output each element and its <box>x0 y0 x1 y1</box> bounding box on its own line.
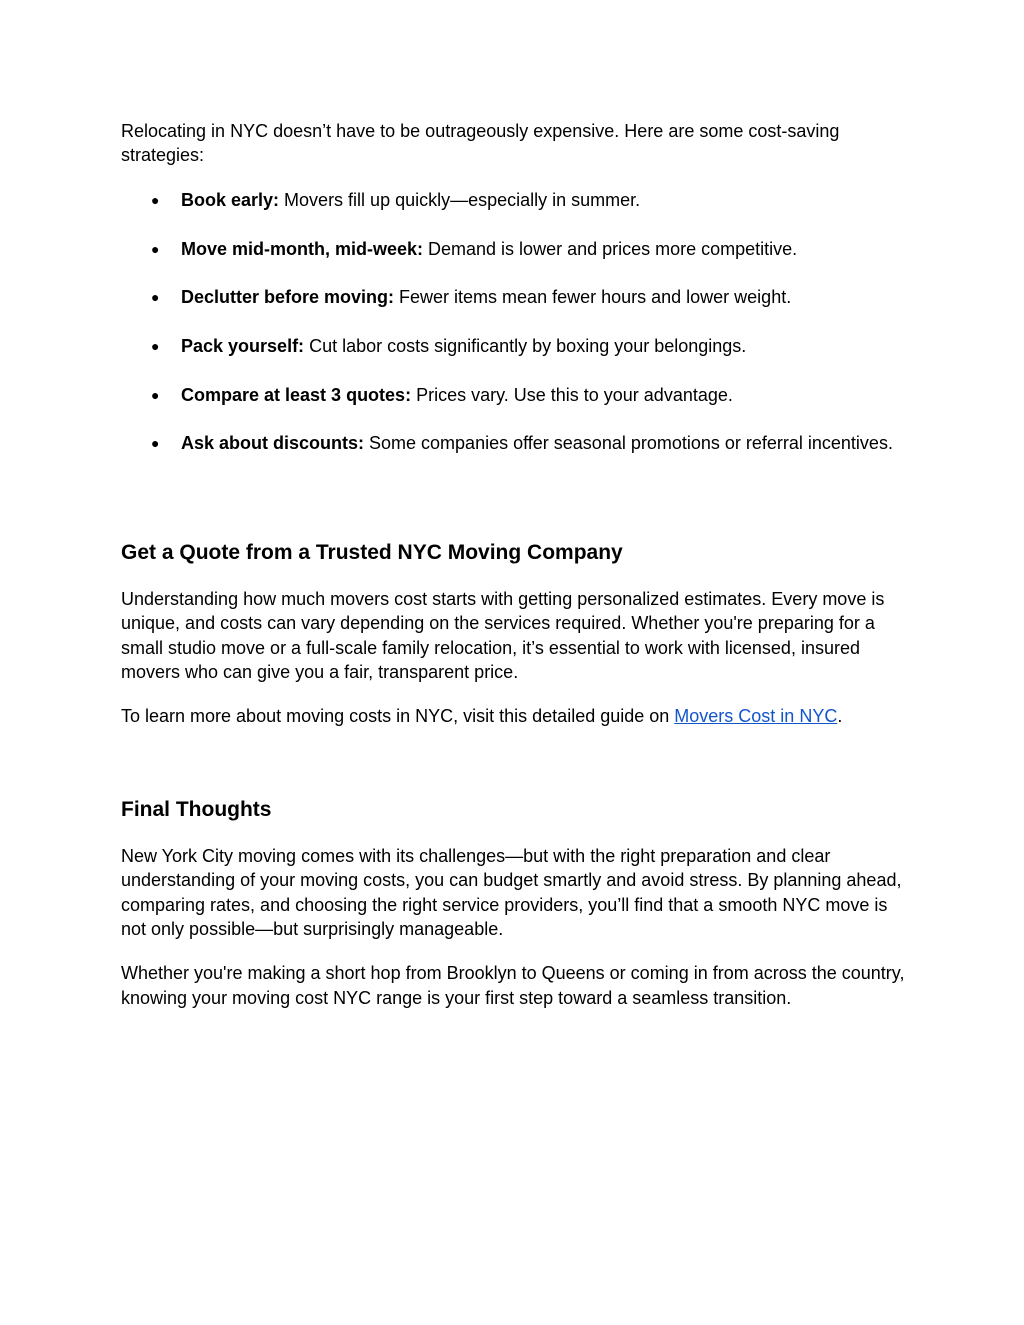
tip-text: Prices vary. Use this to your advantage. <box>411 384 733 405</box>
list-item <box>121 237 911 261</box>
tip-text: Cut labor costs significantly by boxing your belongings. <box>304 335 747 356</box>
list-item <box>121 285 911 309</box>
tip-title: Ask about discounts: <box>181 433 365 454</box>
tip-title: Compare at least 3 quotes: <box>181 384 412 405</box>
intro-paragraph: Relocating in NYC doesn’t have to be outrageously expensive. Here are some cost-saving strategies: <box>121 121 840 166</box>
tip-text: Demand is lower and prices more competitive. <box>423 238 798 259</box>
list-item <box>121 383 911 407</box>
tip-title: Declutter before moving: <box>181 287 395 308</box>
quote-section-paragraph: Understanding how much movers cost starts with getting personalized estimates. Every move is unique, and costs can vary depending on the services required. Whether you're preparing for a small studio move or a full-scale family relocation, it’s essential to work with licensed, insured movers who can give you a fair, transparent price. <box>121 588 885 682</box>
link-suffix-text: . <box>837 706 843 727</box>
tip-text: Some companies offer seasonal promotions or referral incentives. <box>364 433 893 454</box>
tip-title: Pack yourself: <box>181 335 305 356</box>
guide-link-paragraph <box>121 704 911 728</box>
list-item <box>121 431 911 455</box>
quote-section-heading: Get a Quote from a Trusted NYC Moving Company <box>121 540 623 564</box>
bullet-icon: ● <box>151 289 160 306</box>
final-thoughts-paragraph-2: Whether you're making a short hop from Brooklyn to Queens or coming in from across the country, knowing your moving cost NYC range is your first step toward a seamless transition. <box>121 963 905 1008</box>
movers-cost-link[interactable]: Movers Cost in NYC <box>674 706 838 727</box>
document-page <box>121 119 911 1010</box>
link-prefix-text: To learn more about moving costs in NYC, visit this detailed guide on <box>121 706 675 727</box>
bullet-icon: ● <box>151 435 160 452</box>
final-thoughts-heading: Final Thoughts <box>121 797 272 821</box>
list-item <box>121 188 911 212</box>
list-item <box>121 334 911 358</box>
bullet-icon: ● <box>151 386 160 403</box>
tip-text: Movers fill up quickly—especially in summer. <box>279 189 641 210</box>
tip-title: Book early: <box>181 189 280 210</box>
bullet-icon: ● <box>151 191 160 208</box>
tip-title: Move mid-month, mid-week: <box>181 238 424 259</box>
final-thoughts-paragraph-1: New York City moving comes with its challenges—but with the right preparation and clear understanding of your moving costs, you can budget smartly and avoid stress. By planning ahead, comparing rates, and choosing the right service providers, you’ll find that a smooth NYC move is not only possible—but surprisingly manageable. <box>121 845 902 939</box>
tip-text: Fewer items mean fewer hours and lower weight. <box>394 287 792 308</box>
cost-saving-tips-list <box>121 188 911 456</box>
bullet-icon: ● <box>151 337 160 354</box>
bullet-icon: ● <box>151 240 160 257</box>
